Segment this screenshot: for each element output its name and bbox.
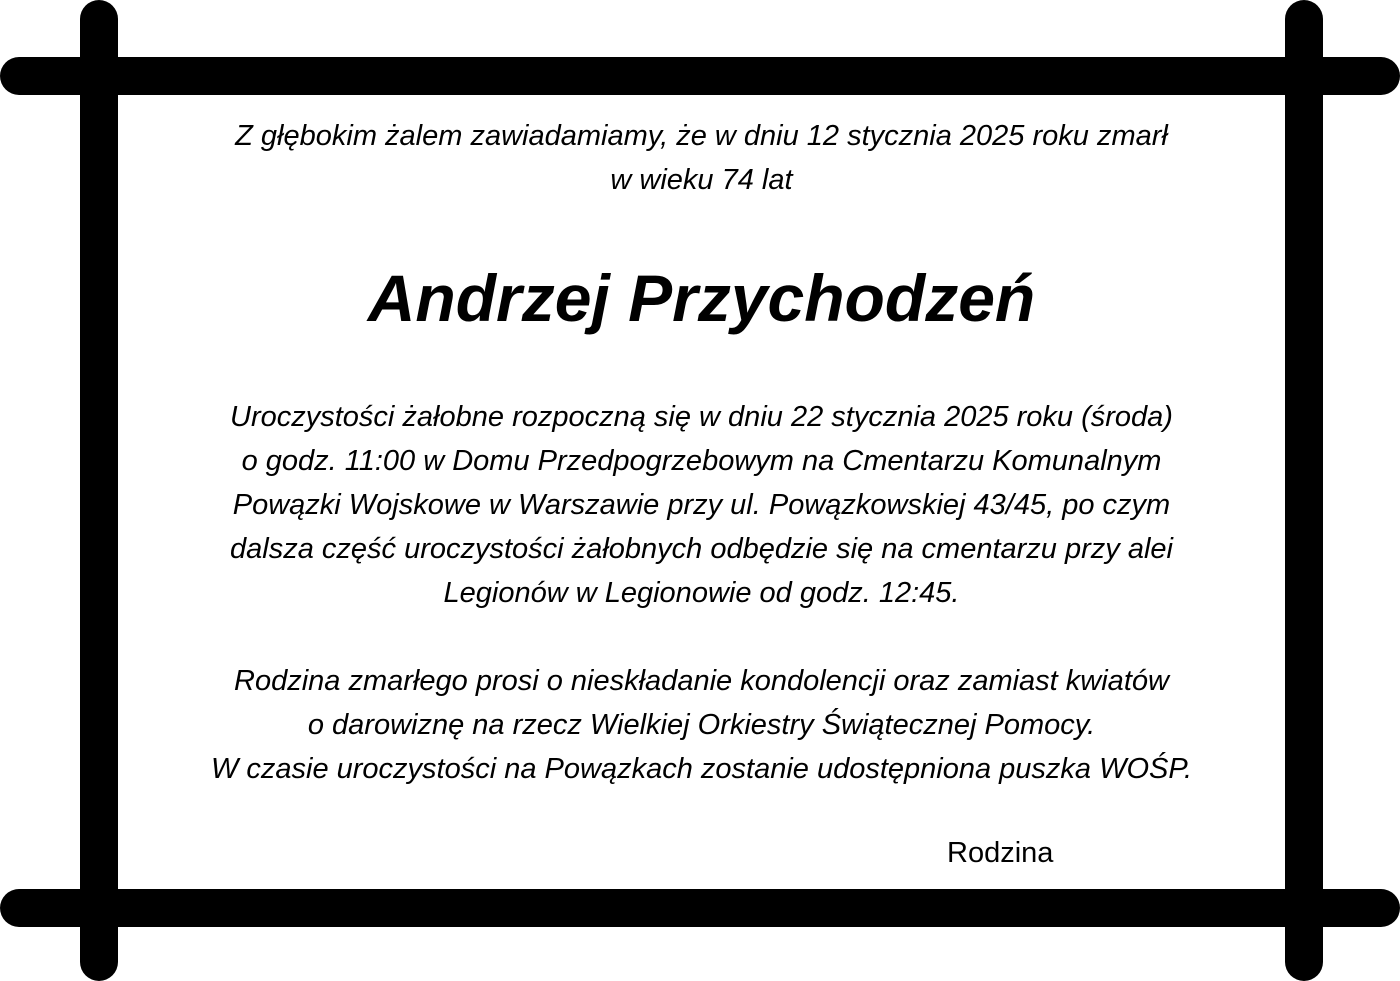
request-paragraph [118,659,1285,791]
ceremony-line: Legionów w Legionowie od godz. 12:45. [443,577,960,609]
frame-top-bar [0,57,1400,95]
ceremony-line: Powązki Wojskowe w Warszawie przy ul. Powązkowskiej 43/45, po czym [232,489,1171,521]
request-line: Rodzina zmarłego prosi o nieskładanie kondolencji oraz zamiast kwiatów [234,665,1169,697]
intro-line: w wieku 74 lat [610,164,793,196]
family-signature: Rodzina [947,837,1054,869]
ceremony-line: dalsza część uroczystości żałobnych odbędzie się na cmentarzu przy alei [230,533,1173,565]
obituary-notice [118,95,1285,889]
ceremony-line: Uroczystości żałobne rozpoczną się w dniu 22 stycznia 2025 roku (środa) [230,401,1173,433]
request-line: o darowiznę na rzecz Wielkiej Orkiestry Świątecznej Pomocy. [307,709,1096,741]
ceremony-line: o godz. 11:00 w Domu Przedpogrzebowym na Cmentarzu Komunalnym [241,445,1162,477]
frame-right-bar [1285,0,1323,981]
frame-bottom-bar [0,889,1400,927]
intro-paragraph [118,114,1285,202]
ceremony-paragraph [118,395,1285,615]
intro-line: Z głębokim żalem zawiadamiamy, że w dniu 12 stycznia 2025 roku zmarł [235,120,1168,152]
frame-left-bar [80,0,118,981]
deceased-name: Andrzej Przychodzeń [367,261,1036,335]
request-line: W czasie uroczystości na Powązkach zostanie udostępniona puszka WOŚP. [210,753,1193,785]
